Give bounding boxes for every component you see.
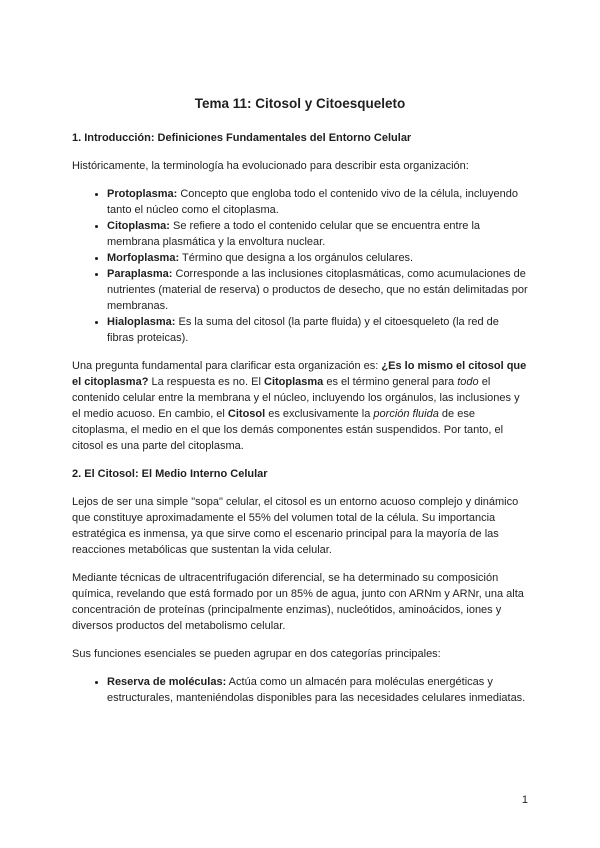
- list-item: [107, 266, 528, 314]
- page-number: 1: [521, 794, 528, 806]
- term-citosol: Citosol: [227, 408, 266, 420]
- text-run: es el término general para: [323, 376, 458, 388]
- section-2-paragraph-2: Mediante técnicas de ultracentrifugación diferencial, se ha determinado su composición química, revelando que está formado por un 85% de agua, junto con ARNm y ARNr, una alta concentración de proteínas (principalmente enzimas), nucleótidos, aminoácidos, iones y diversos productos del metabolismo celular.: [72, 572, 524, 632]
- term: Citoplasma:: [107, 220, 170, 232]
- definition: Se refiere a todo el contenido celular que se encuentra entre la membrana plasmática y la envoltura nuclear.: [107, 220, 481, 248]
- list-item: [107, 674, 528, 706]
- page-title: Tema 11: Citosol y Citoesqueleto: [194, 96, 406, 111]
- definition: Actúa como un almacén para moléculas energéticas y estructurales, manteniéndolas disponibles para las necesidades celulares inmediatas.: [107, 676, 526, 704]
- list-item: [107, 250, 528, 266]
- terminology-list: [72, 186, 528, 346]
- emphasis: todo: [457, 376, 479, 388]
- question: ¿Es lo mismo el citosol que el citoplasma?: [72, 360, 527, 388]
- section-2-paragraph-3: Sus funciones esenciales se pueden agrupar en dos categorías principales:: [72, 648, 441, 660]
- section-1-heading: 1. Introducción: Definiciones Fundamentales del Entorno Celular: [72, 132, 412, 144]
- list-item: [107, 314, 528, 346]
- term: Hialoplasma:: [107, 316, 176, 328]
- citosol-vs-citoplasma-paragraph: [72, 358, 528, 454]
- section-2-heading: 2. El Citosol: El Medio Interno Celular: [72, 468, 268, 480]
- definition: Término que designa a los orgánulos celulares.: [179, 252, 414, 264]
- text-run: Una pregunta fundamental para clarificar esta organización es:: [72, 360, 382, 372]
- section-1-intro: Históricamente, la terminología ha evolucionado para describir esta organización:: [72, 160, 469, 172]
- term-citoplasma: Citoplasma: [264, 376, 324, 388]
- definition: Es la suma del citosol (la parte fluida) y el citoesqueleto (la red de fibras proteicas).: [107, 316, 499, 344]
- functions-list: [72, 674, 528, 706]
- term: Reserva de moléculas:: [107, 676, 227, 688]
- list-item: [107, 186, 528, 218]
- emphasis: porción fluida: [373, 408, 439, 420]
- section-2-paragraph-1: Lejos de ser una simple "sopa" celular, el citosol es un entorno acuoso complejo y dinámico que constituye aproximadamente el 55% del volumen total de la célula. Su importancia estratégica es inmensa, ya que sirve como el escenario principal para la mayoría de las reacciones metabólicas que sustentan la vida celular.: [72, 496, 519, 556]
- list-item: [107, 218, 528, 250]
- document-body: [72, 130, 528, 718]
- term: Protoplasma:: [107, 188, 178, 200]
- definition: Corresponde a las inclusiones citoplasmáticas, como acumulaciones de nutrientes (material de reserva) o productos de desecho, que no están delimitadas por membranas.: [107, 268, 528, 312]
- term: Paraplasma:: [107, 268, 173, 280]
- text-run: el contenido celular entre la membrana y el núcleo, incluyendo los orgánulos, las inclusiones y el medio acuoso. En cambio, el: [72, 376, 520, 420]
- text-run: es exclusivamente la: [265, 408, 374, 420]
- term: Morfoplasma:: [107, 252, 180, 264]
- text-run: de ese citoplasma, el medio en el que los demás componentes están suspendidos. Por tanto, el citosol es una parte del citoplasma.: [72, 408, 504, 452]
- definition: Concepto que engloba todo el contenido vivo de la célula, incluyendo tanto el núcleo como el citoplasma.: [107, 188, 518, 216]
- text-run: La respuesta es no. El: [148, 376, 264, 388]
